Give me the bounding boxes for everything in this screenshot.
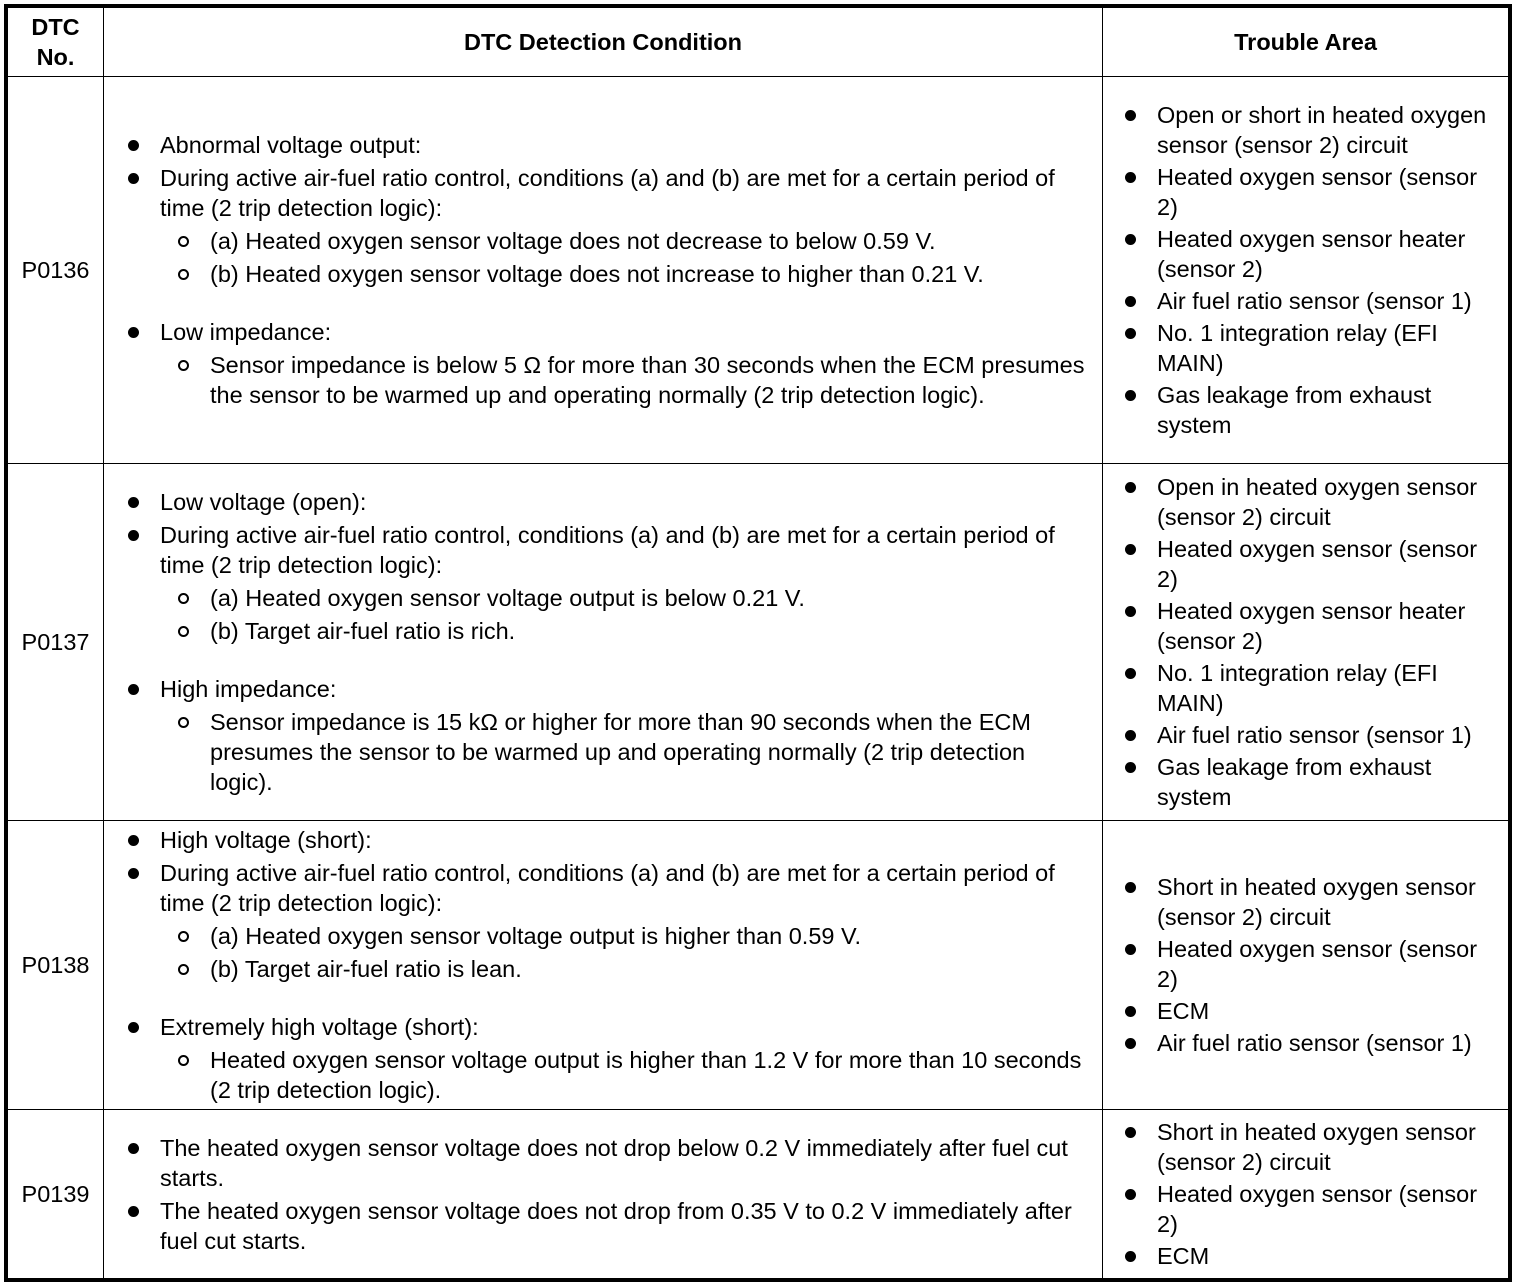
dtc-code: P0136 [8,77,104,464]
sub-condition-item: Sensor impedance is below 5 Ω for more than 30 seconds when the ECM presumes the sensor to be warmed up and operating normally (2 trip detection logic). [160,350,1086,410]
condition-text: During active air-fuel ratio control, conditions (a) and (b) are met for a certain period of time (2 trip detection logic): [160,165,1055,222]
trouble-area-list [1123,872,1500,1058]
condition-list [126,825,1086,984]
condition-text: High impedance: [160,676,337,703]
dtc-row-p0136 [8,77,1509,464]
sub-condition-item: (b) Target air-fuel ratio is rich. [160,616,1086,646]
condition-text: Low voltage (open): [160,489,367,516]
dtc-code: P0139 [8,1110,104,1279]
trouble-area-item: Short in heated oxygen sensor (sensor 2) circuit [1123,872,1500,932]
condition-list [126,130,1086,289]
trouble-area-list [1123,472,1500,812]
trouble-area-list [1123,100,1500,440]
detection-condition [104,77,1103,464]
group-spacer [126,649,1086,671]
condition-item [126,487,1086,517]
trouble-area-item: Gas leakage from exhaust system [1123,380,1500,440]
condition-item [126,858,1086,984]
trouble-area-item: Air fuel ratio sensor (sensor 1) [1123,1028,1500,1058]
sub-condition-list [160,707,1086,797]
trouble-area [1103,1110,1509,1279]
trouble-area-item: Heated oxygen sensor (sensor 2) [1123,934,1500,994]
dtc-code: P0138 [8,821,104,1110]
condition-list [126,674,1086,797]
condition-list [126,1012,1086,1105]
condition-text: High voltage (short): [160,827,372,854]
condition-text: Abnormal voltage output: [160,132,422,159]
condition-item [126,1012,1086,1105]
group-spacer [126,292,1086,314]
condition-text: During active air-fuel ratio control, conditions (a) and (b) are met for a certain period of time (2 trip detection logic): [160,522,1055,579]
sub-condition-item: (a) Heated oxygen sensor voltage does not decrease to below 0.59 V. [160,226,1086,256]
condition-list [126,487,1086,646]
detection-condition [104,464,1103,821]
sub-condition-list [160,350,1086,410]
trouble-area-item: Heated oxygen sensor heater (sensor 2) [1123,596,1500,656]
trouble-area-list [1123,1117,1500,1271]
detection-condition [104,821,1103,1110]
dtc-row-p0137 [8,464,1509,821]
dtc-row-p0139 [8,1110,1509,1279]
dtc-code: P0137 [8,464,104,821]
header-detection-condition: DTC Detection Condition [104,8,1103,77]
condition-text: Extremely high voltage (short): [160,1014,479,1041]
condition-item [126,130,1086,160]
condition-item [126,163,1086,289]
condition-list [126,1133,1086,1256]
condition-item [126,825,1086,855]
trouble-area-item: Open in heated oxygen sensor (sensor 2) circuit [1123,472,1500,532]
trouble-area-item: Heated oxygen sensor heater (sensor 2) [1123,224,1500,284]
sub-condition-item: (a) Heated oxygen sensor voltage output is higher than 0.59 V. [160,921,1086,951]
trouble-area-item: No. 1 integration relay (EFI MAIN) [1123,318,1500,378]
trouble-area-item: Gas leakage from exhaust system [1123,752,1500,812]
condition-text: The heated oxygen sensor voltage does not drop from 0.35 V to 0.2 V immediately after fuel cut starts. [160,1197,1072,1254]
trouble-area-item: Heated oxygen sensor (sensor 2) [1123,534,1500,594]
header-row [8,8,1509,77]
trouble-area-item: Heated oxygen sensor (sensor 2) [1123,162,1500,222]
trouble-area-item: ECM [1123,996,1500,1026]
header-trouble-area: Trouble Area [1103,8,1509,77]
trouble-area-item: No. 1 integration relay (EFI MAIN) [1123,658,1500,718]
sub-condition-item: (b) Heated oxygen sensor voltage does not increase to higher than 0.21 V. [160,259,1086,289]
detection-condition [104,1110,1103,1279]
group-spacer [126,987,1086,1009]
dtc-table [7,7,1509,1279]
dtc-row-p0138 [8,821,1509,1110]
condition-item [126,317,1086,410]
condition-item [126,1133,1086,1193]
sub-condition-list [160,1045,1086,1105]
condition-item [126,1196,1086,1256]
condition-item [126,674,1086,797]
sub-condition-list [160,921,1086,984]
trouble-area [1103,821,1509,1110]
trouble-area-item: Air fuel ratio sensor (sensor 1) [1123,286,1500,316]
trouble-area-item: Heated oxygen sensor (sensor 2) [1123,1179,1500,1239]
trouble-area-item: Air fuel ratio sensor (sensor 1) [1123,720,1500,750]
sub-condition-item: Heated oxygen sensor voltage output is higher than 1.2 V for more than 10 seconds (2 trip detection logic). [160,1045,1086,1105]
sub-condition-item: (a) Heated oxygen sensor voltage output is below 0.21 V. [160,583,1086,613]
trouble-area [1103,77,1509,464]
sub-condition-item: (b) Target air-fuel ratio is lean. [160,954,1086,984]
trouble-area [1103,464,1509,821]
condition-item [126,520,1086,646]
condition-text: During active air-fuel ratio control, conditions (a) and (b) are met for a certain period of time (2 trip detection logic): [160,860,1055,917]
sub-condition-item: Sensor impedance is 15 kΩ or higher for more than 90 seconds when the ECM presumes the sensor to be warmed up and operating normally (2 trip detection logic). [160,707,1086,797]
dtc-table-frame [4,4,1512,1282]
condition-text: The heated oxygen sensor voltage does not drop below 0.2 V immediately after fuel cut starts. [160,1134,1068,1191]
sub-condition-list [160,226,1086,289]
condition-list [126,317,1086,410]
trouble-area-item: Short in heated oxygen sensor (sensor 2) circuit [1123,1117,1500,1177]
trouble-area-item: Open or short in heated oxygen sensor (sensor 2) circuit [1123,100,1500,160]
sub-condition-list [160,583,1086,646]
condition-text: Low impedance: [160,319,332,346]
header-dtc-no: DTC No. [8,8,104,77]
trouble-area-item: ECM [1123,1241,1500,1271]
